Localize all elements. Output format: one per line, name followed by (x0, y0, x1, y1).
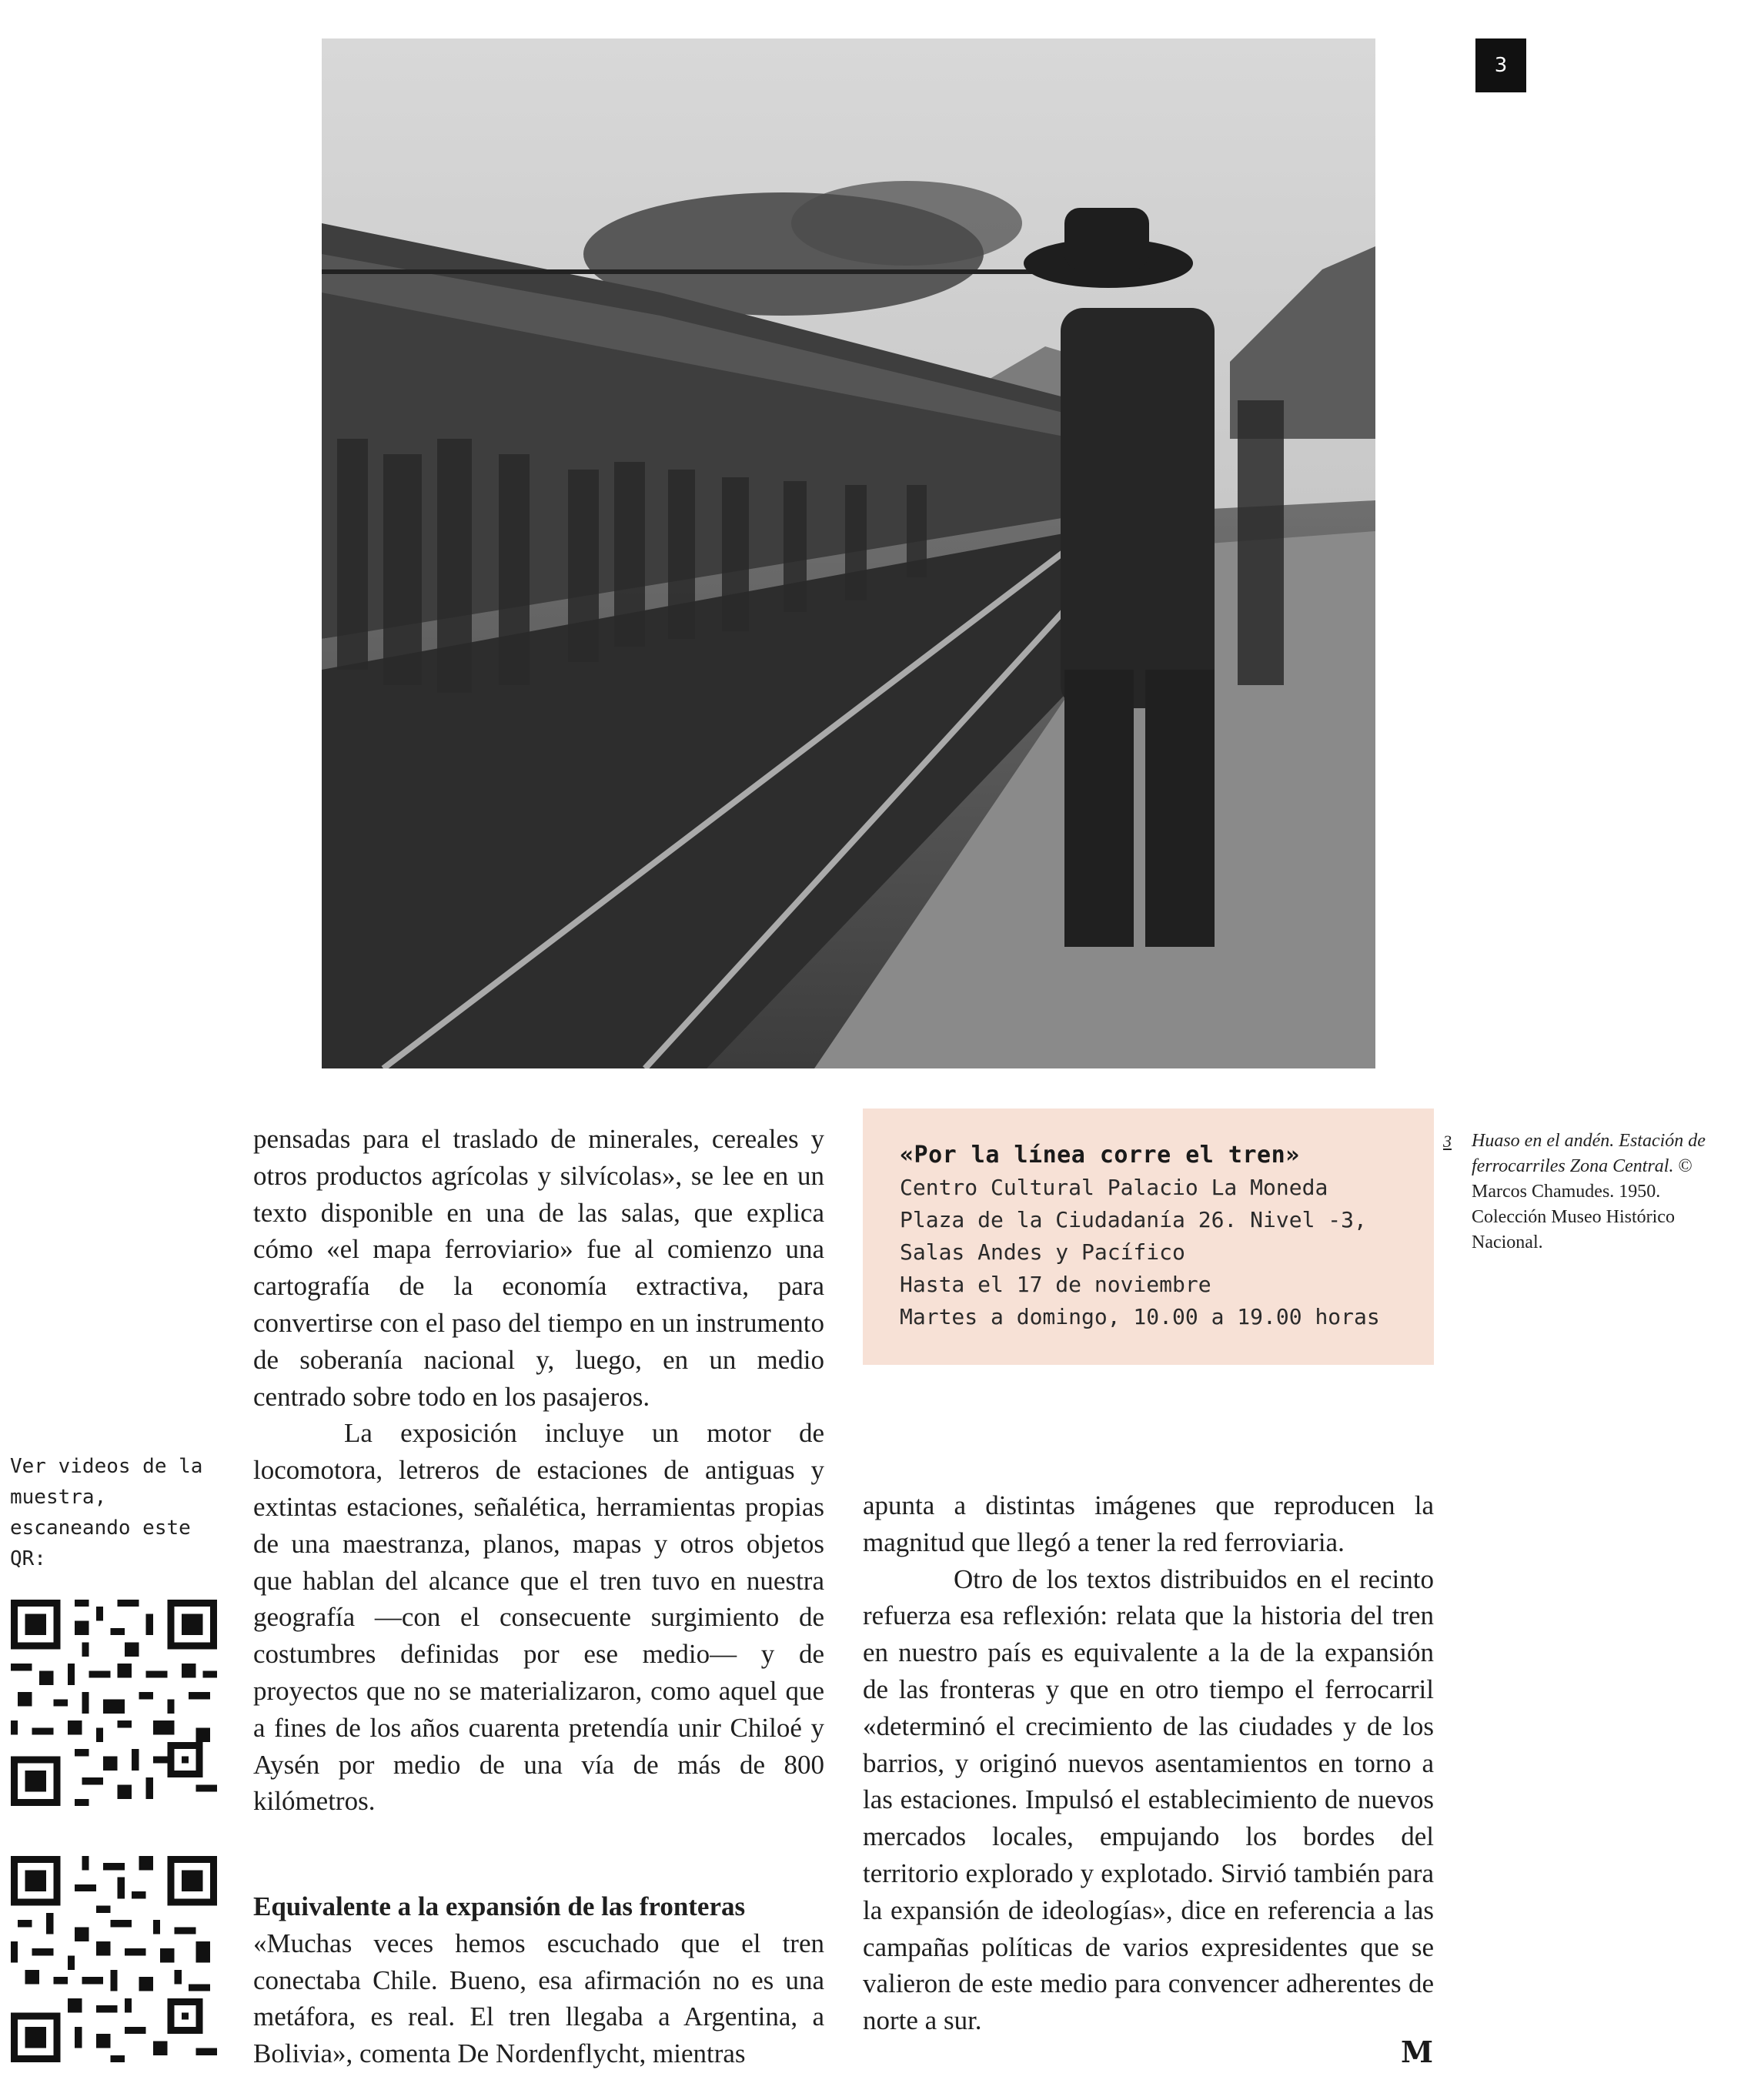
photo-illustration (322, 38, 1375, 1068)
photo-caption (1443, 1129, 1726, 1256)
end-mark: M (1401, 2035, 1434, 2069)
caption-credit: © Marcos Chamudes. 1950. Colección Museo Histórico Nacional. (1472, 1156, 1692, 1252)
exhibition-rooms: Salas Andes y Pacífico (900, 1239, 1185, 1265)
exhibition-title: «Por la línea corre el tren» (900, 1142, 1300, 1169)
article-paragraph: apunta a distintas imágenes que reproducen la magnitud que llegó a tener la red ferroviaria. (863, 1490, 1434, 1557)
qr-code-icon (11, 1855, 217, 2063)
article-paragraph: La exposición incluye un motor de locomotora, letreros de estaciones de antiguas y extintas estaciones, señalética, herramientas propias de una maestranza, planos, mapas y otros objetos que hablan del alcance que el tren tuvo en nuestra geografía —con el consecuente surgimiento de costumbres definidas por ese medio— y de proyectos que no se materializaron, como aquel que a fines de los años cuarenta pretendía unir Chiloé y Aysén por medio de una vía de más de 800 kilómetros. (253, 1418, 824, 1817)
caption-title: Huaso en el andén. Estación de ferrocarriles Zona Central. (1472, 1131, 1706, 1176)
article-paragraph: pensadas para el traslado de minerales, cereales y otros productos agrícolas y silvícolas», se lee en un texto disponible en una de las salas, que explica cómo «el mapa ferroviario» fue al comienzo una cartografía de la economía extractiva, para convertirse con el paso del tiempo en un instrumento de soberanía nacional y, luego, en un medio centrado sobre todo en los pasajeros. (253, 1124, 824, 1412)
qr-instructions: Ver videos de la muestra, escaneando este QR: (10, 1455, 203, 1570)
article-subheading: Equivalente a la expansión de las fronteras (253, 1891, 746, 1921)
qr-code-icon (11, 1599, 217, 1807)
caption-number: 3 (1443, 1132, 1452, 1151)
article-column-right (863, 1487, 1434, 2039)
station-photo (322, 38, 1375, 1068)
qr-code[interactable] (11, 1855, 217, 2063)
article-column-left-top (253, 1121, 824, 1820)
exhibition-address: Plaza de la Ciudadanía 26. Nivel -3, (900, 1207, 1367, 1232)
exhibition-info-box (863, 1109, 1434, 1365)
article-paragraph: Otro de los textos distribuidos en el recinto refuerza esa reflexión: relata que la historia del tren en nuestro país es equivalente a la de la expansión de las fronteras y que en otro tiempo el ferrocarril «determinó el crecimiento de las ciudades y de los barrios, y originó nuevos asentamientos en torno a las estaciones. Impulsó el establecimiento de nuevos mercados locales, empujando los bordes del territorio explorado y explotado. Sirvió también para la expansión de ideologías», dice en referencia a las campañas políticas de varios expresidentes que se valieron de este medio para convencer adherentes de norte a sur. (863, 1563, 1434, 2036)
qr-code[interactable] (11, 1599, 217, 1807)
page-number-badge: 3 (1475, 38, 1526, 92)
article-column-left-bottom (253, 1888, 824, 2072)
article-paragraph: «Muchas veces hemos escuchado que el tren conectaba Chile. Bueno, esa afirmación no es una metáfora, es real. El tren llegaba a Argentina, a Bolivia», comenta De Nordenflycht, mientras (253, 1928, 824, 2069)
exhibition-dates: Hasta el 17 de noviembre (900, 1272, 1211, 1297)
exhibition-venue: Centro Cultural Palacio La Moneda (900, 1175, 1328, 1200)
exhibition-hours: Martes a domingo, 10.00 a 19.00 horas (900, 1304, 1380, 1329)
